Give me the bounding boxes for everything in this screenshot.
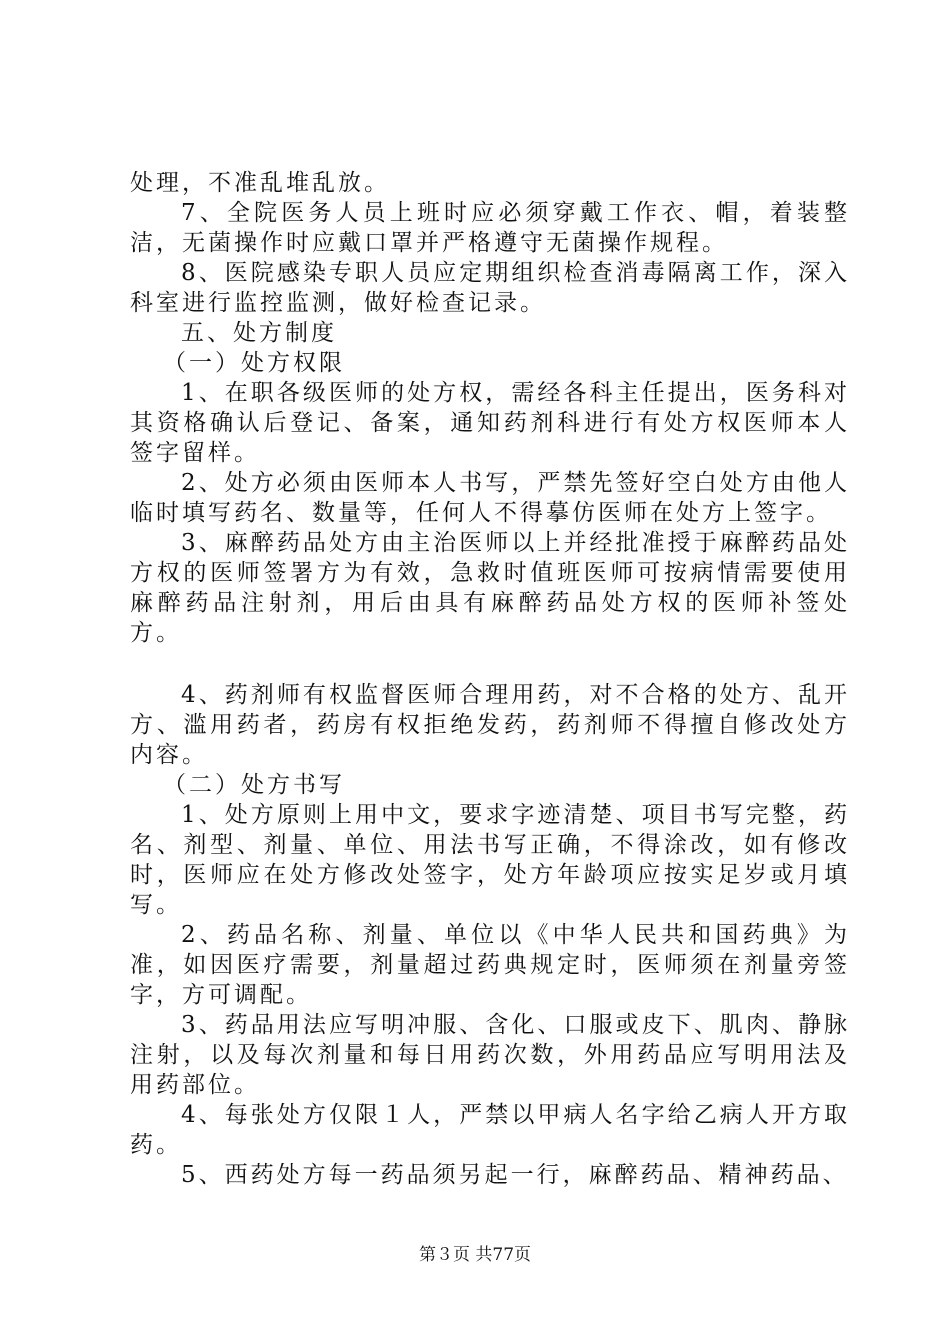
paragraph: 4、药剂师有权监督医师合理用药，对不合格的处方、乱开方、滥用药者，药房有权拒绝发药，药剂师不得擅自修改处方内容。 [130, 682, 850, 768]
subsection-heading: （二）处方书写 [163, 772, 345, 798]
paragraph: 7、全院医务人员上班时应必须穿戴工作衣、帽，着装整洁，无菌操作时应戴口罩并严格遵守无菌操作规程。 [130, 200, 850, 256]
paragraph: 处理，不准乱堆乱放。 [130, 170, 390, 196]
paragraph: 1、处方原则上用中文，要求字迹清楚、项目书写完整，药名、剂型、剂量、单位、用法书写正确，不得涂改，如有修改时，医师应在处方修改处签字，处方年龄项应按实足岁或月填写。 [130, 802, 850, 918]
document-body [130, 168, 850, 1190]
paragraph: 8、医院感染专职人员应定期组织检查消毒隔离工作，深入科室进行监控监测，做好检查记录。 [130, 260, 850, 316]
subsection-heading: （一）处方权限 [163, 350, 345, 376]
section-heading: 五、处方制度 [181, 320, 337, 346]
paragraph: 5、西药处方每一药品须另起一行，麻醉药品、精神药品、 [181, 1162, 849, 1188]
paragraph: 4、每张处方仅限１人，严禁以甲病人名字给乙病人开方取药。 [130, 1102, 850, 1158]
paragraph: 1、在职各级医师的处方权，需经各科主任提出，医务科对其资格确认后登记、备案，通知药剂科进行有处方权医师本人签字留样。 [130, 380, 850, 466]
paragraph: 3、药品用法应写明冲服、含化、口服或皮下、肌肉、静脉注射，以及每次剂量和每日用药次数，外用药品应写明用法及用药部位。 [130, 1012, 850, 1098]
paragraph: 2、处方必须由医师本人书写，严禁先签好空白处方由他人临时填写药名、数量等，任何人不得摹仿医师在处方上签字。 [130, 470, 850, 526]
paragraph: 2、药品名称、剂量、单位以《中华人民共和国药典》为准，如因医疗需要，剂量超过药典规定时，医师须在剂量旁签字，方可调配。 [130, 922, 850, 1008]
blank-line [130, 648, 850, 680]
page-footer: 第３页 共77页 [418, 1245, 532, 1265]
paragraph: 3、麻醉药品处方由主治医师以上并经批准授于麻醉药品处方权的医师签署方为有效，急救时值班医师可按病情需要使用麻醉药品注射剂，用后由具有麻醉药品处方权的医师补签处方。 [130, 530, 850, 646]
